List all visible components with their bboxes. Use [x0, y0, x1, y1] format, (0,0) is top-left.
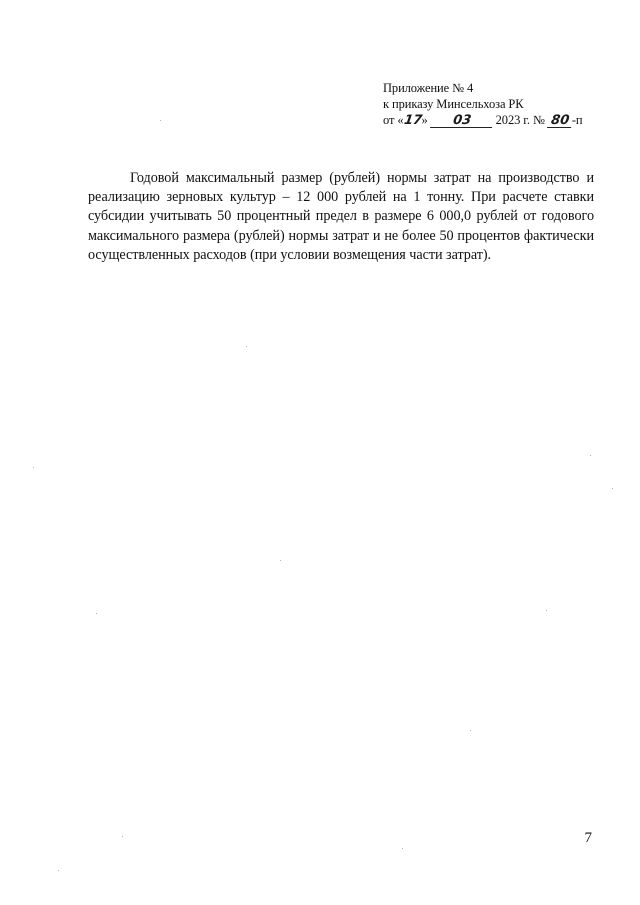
handwritten-order-number: 80 — [547, 114, 573, 128]
appendix-header — [383, 80, 613, 129]
scan-speck — [33, 467, 34, 468]
scan-speck — [246, 346, 247, 347]
date-prefix: от « — [383, 113, 404, 127]
scan-speck — [96, 613, 97, 614]
page-number: 7 — [584, 830, 592, 846]
scan-speck — [122, 836, 123, 837]
date-mid: » — [421, 113, 428, 127]
appendix-order-reference: к приказу Минсельхоза РК — [383, 97, 524, 111]
order-suffix: -п — [571, 113, 583, 127]
appendix-date-line — [383, 112, 613, 129]
scan-speck — [470, 730, 471, 731]
main-paragraph: Годовой максимальный размер (рублей) нормы затрат на производство и реализацию зерновых культур – 12 000 рублей на 1 тонну. При расчете ставки субсидии учитывать 50 процентный предел в размере 6 000,0 рублей от годового максимального размера (рублей) нормы затрат и не более 50 процентов фактически осуществленных расходов (при условии возмещения части затрат). — [88, 170, 594, 263]
scan-speck — [58, 870, 59, 871]
appendix-title: Приложение № 4 — [383, 81, 474, 95]
handwritten-month: 03 — [430, 114, 494, 128]
scan-speck — [546, 610, 547, 611]
scan-speck — [590, 455, 591, 456]
scan-speck — [612, 488, 613, 489]
date-year: 2023 г. № — [495, 113, 545, 127]
scan-speck — [160, 120, 161, 121]
handwritten-day: 17 — [402, 113, 423, 128]
scan-speck — [280, 560, 281, 561]
scan-speck — [402, 848, 403, 849]
